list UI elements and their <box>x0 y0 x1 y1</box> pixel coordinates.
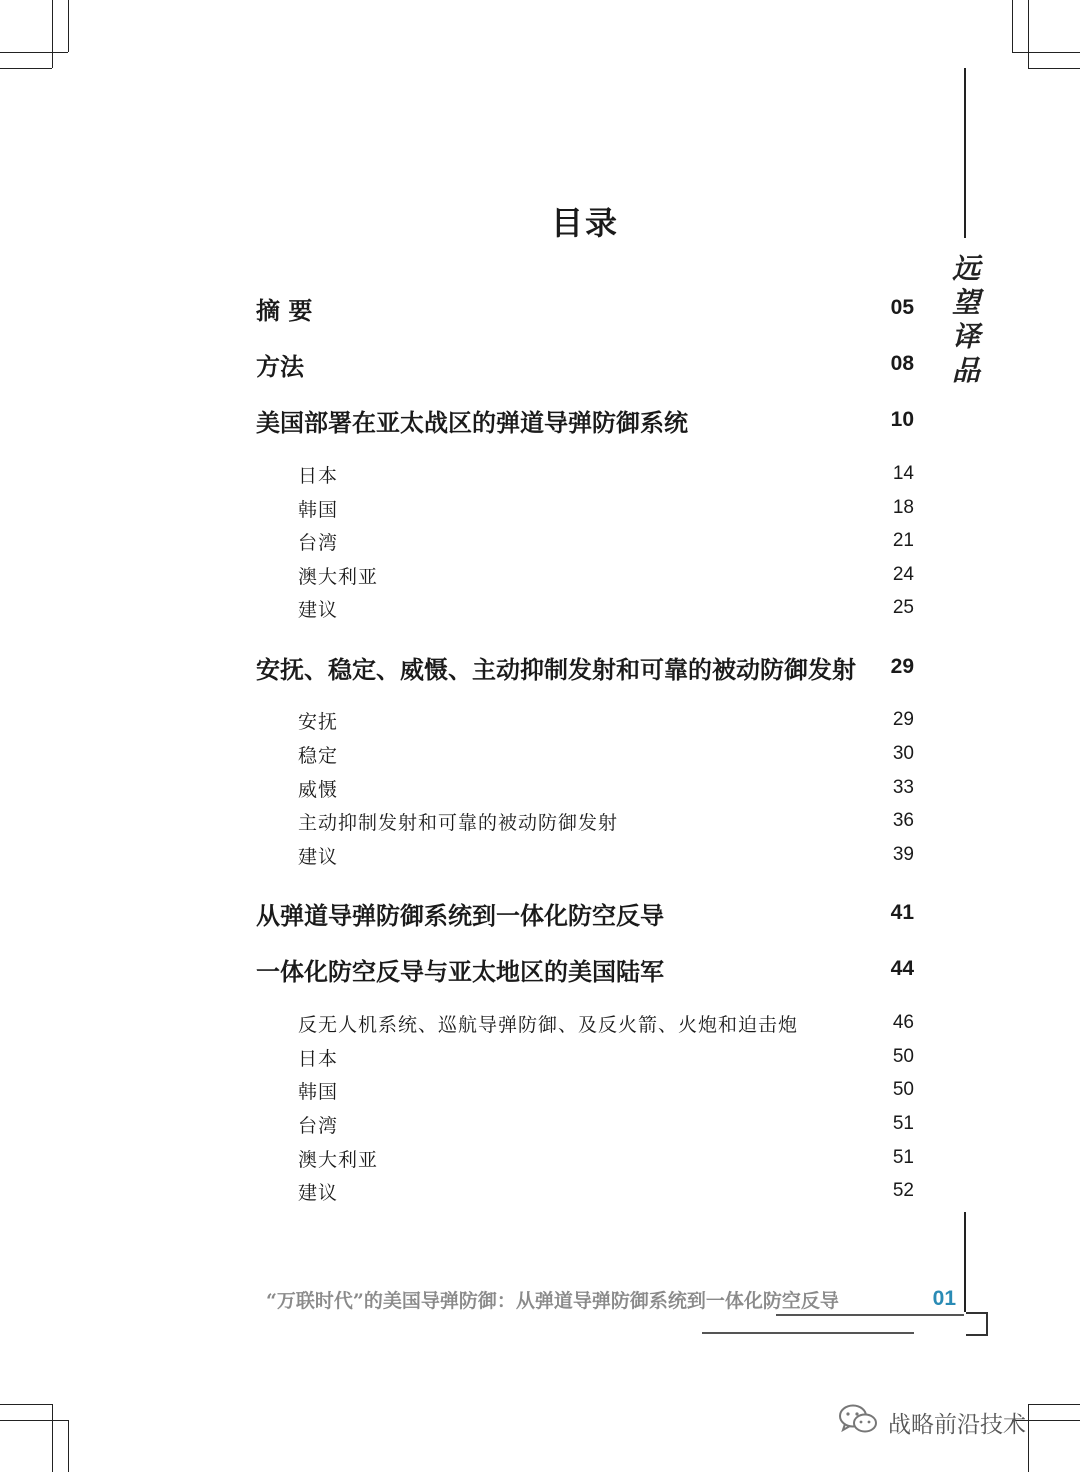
toc-page-number: 50 <box>892 1046 914 1067</box>
crop-mark-tl-v <box>52 0 53 68</box>
toc-entry[interactable] <box>256 291 914 325</box>
side-title-char: 望 <box>951 286 980 319</box>
toc-label: 主动抑制发射和可靠的被动防御发射 <box>298 811 619 834</box>
toc-label: 美国部署在亚太战区的弹道导弹防御系统 <box>256 407 688 437</box>
toc-entry[interactable] <box>256 771 914 805</box>
toc-label: 建议 <box>298 598 339 621</box>
toc-page-number: 51 <box>892 1113 914 1134</box>
toc-entry[interactable] <box>256 737 914 771</box>
toc-label: 安抚 <box>298 710 339 733</box>
toc-label: 方法 <box>256 351 304 381</box>
footer-page-number: 01 <box>932 1287 956 1310</box>
toc-label: 建议 <box>298 1181 339 1204</box>
toc-page-number: 50 <box>892 1079 914 1100</box>
side-title <box>948 252 984 388</box>
toc-entry[interactable] <box>256 1040 914 1074</box>
toc-entry[interactable] <box>256 703 914 737</box>
toc-label: 日本 <box>298 464 339 487</box>
toc-entry[interactable] <box>256 403 914 437</box>
toc-entry[interactable] <box>256 896 914 930</box>
footer-corner-box <box>966 1312 988 1336</box>
toc-page-number: 51 <box>892 1147 914 1168</box>
crop-mark-bl-h <box>0 1404 52 1405</box>
toc-page-number: 52 <box>892 1180 914 1201</box>
crop-mark-bl-h2 <box>0 1420 68 1421</box>
toc-page-number: 41 <box>890 901 914 924</box>
footer-rule-lower <box>702 1332 914 1334</box>
side-title-char: 远 <box>951 252 980 285</box>
toc-entry[interactable] <box>256 491 914 525</box>
side-title-char: 品 <box>951 354 980 387</box>
crop-mark-tr-h2 <box>1028 68 1080 69</box>
footer-rule <box>776 1314 964 1316</box>
footer-running-title: “万联时代”的美国导弹防御：从弹道导弹防御系统到一体化防空反导 <box>266 1289 839 1312</box>
crop-mark-tr-v <box>1012 0 1013 52</box>
toc-label: 台湾 <box>298 1114 339 1137</box>
page-title: 目录 <box>550 204 619 242</box>
side-title-char: 译 <box>951 320 980 353</box>
toc-page-number: 39 <box>892 844 914 865</box>
toc-entry[interactable] <box>256 1073 914 1107</box>
toc-label: 台湾 <box>298 531 339 554</box>
toc-page-number: 05 <box>890 296 914 319</box>
toc-entry[interactable] <box>256 952 914 986</box>
toc-page-number: 08 <box>890 352 914 375</box>
toc-entry[interactable] <box>256 457 914 491</box>
toc-entry[interactable] <box>256 1107 914 1141</box>
toc-entry[interactable] <box>256 804 914 838</box>
toc-page-number: 29 <box>890 655 914 678</box>
toc-label: 一体化防空反导与亚太地区的美国陆军 <box>256 956 664 986</box>
toc-label: 澳大利亚 <box>298 1148 379 1171</box>
crop-mark-tr-v2 <box>1028 0 1029 68</box>
watermark <box>838 1402 1026 1442</box>
toc-page-number: 36 <box>892 810 914 831</box>
crop-mark-tl-h <box>0 52 68 53</box>
toc-page-number: 18 <box>892 497 914 518</box>
page-footer <box>266 1284 956 1314</box>
toc-entry[interactable] <box>256 524 914 558</box>
toc-page-number: 33 <box>892 777 914 798</box>
toc-page-number: 14 <box>892 463 914 484</box>
toc-entry[interactable] <box>256 558 914 592</box>
toc-entry[interactable] <box>256 1006 914 1040</box>
toc-entry[interactable] <box>256 1141 914 1175</box>
toc-entry[interactable] <box>256 1174 914 1208</box>
toc-page-number: 44 <box>890 957 914 980</box>
toc-label: 建议 <box>298 845 339 868</box>
wechat-icon <box>838 1403 878 1441</box>
toc-entry[interactable] <box>256 650 914 684</box>
toc-entry[interactable] <box>256 591 914 625</box>
crop-mark-br-v <box>1028 1404 1029 1472</box>
toc-label: 澳大利亚 <box>298 565 379 588</box>
toc-label: 安抚、稳定、威慑、主动抑制发射和可靠的被动防御发射 <box>256 654 856 684</box>
toc-page-number: 46 <box>892 1012 914 1033</box>
toc-label: 稳定 <box>298 744 339 767</box>
toc-page-number: 10 <box>890 408 914 431</box>
toc-page-number: 24 <box>892 564 914 585</box>
crop-mark-bl-v2 <box>68 1420 69 1472</box>
crop-mark-br-h <box>1028 1404 1080 1405</box>
toc-label: 反无人机系统、巡航导弹防御、及反火箭、火炮和迫击炮 <box>298 1013 799 1036</box>
toc-label: 摘 要 <box>256 295 313 325</box>
toc-page-number: 25 <box>892 597 914 618</box>
toc-page-number: 21 <box>892 530 914 551</box>
watermark-text: 战略前沿技术 <box>888 1411 1026 1438</box>
toc-label: 韩国 <box>298 498 339 521</box>
crop-mark-tr-h <box>1012 52 1080 53</box>
toc-page-number: 29 <box>892 709 914 730</box>
toc-label: 日本 <box>298 1047 339 1070</box>
toc-label: 从弹道导弹防御系统到一体化防空反导 <box>256 900 664 930</box>
crop-mark-bl-v <box>52 1404 53 1472</box>
side-rule-bottom <box>964 1212 966 1312</box>
toc-label: 威慑 <box>298 778 339 801</box>
toc-entry[interactable] <box>256 838 914 872</box>
crop-mark-tl-v2 <box>68 0 69 52</box>
toc-label: 韩国 <box>298 1080 339 1103</box>
toc-entry[interactable] <box>256 347 914 381</box>
crop-mark-tl-h2 <box>0 68 52 69</box>
toc-page-number: 30 <box>892 743 914 764</box>
